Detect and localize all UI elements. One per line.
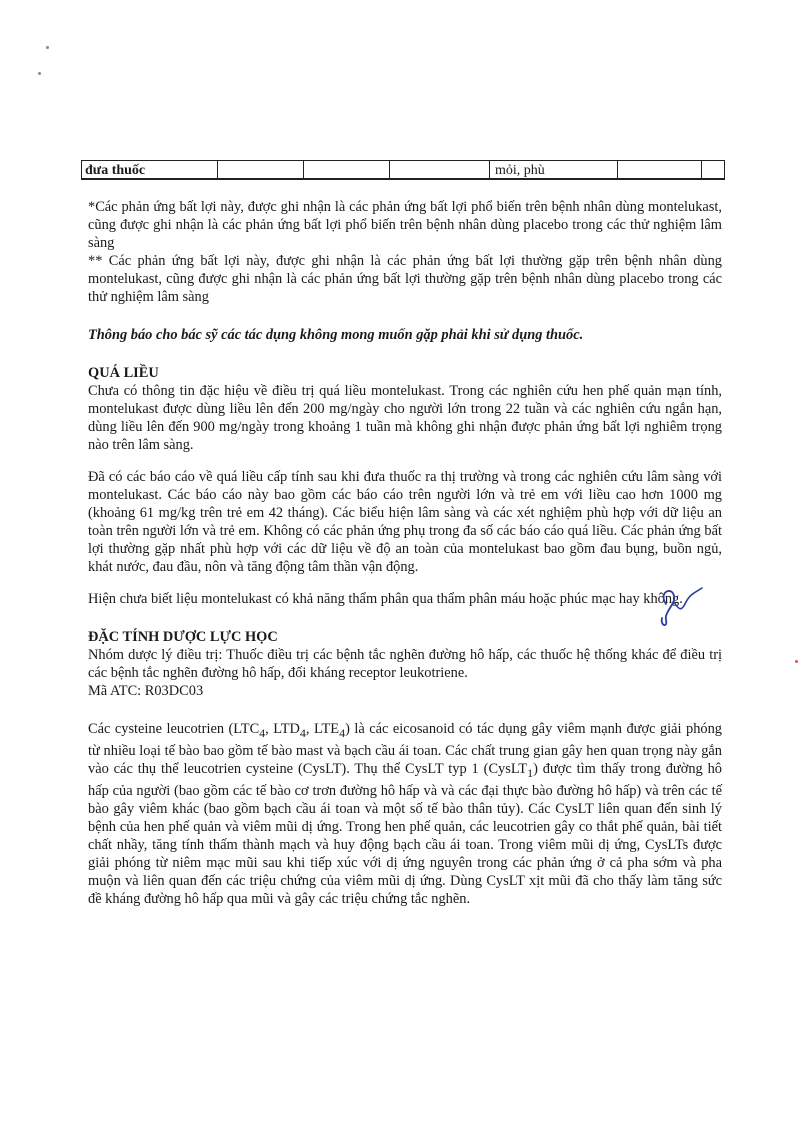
table-cell bbox=[217, 161, 303, 178]
signature-icon bbox=[652, 582, 712, 632]
adverse-reaction-table-row bbox=[81, 160, 725, 180]
document-body bbox=[88, 198, 722, 908]
section-heading-pharmacodynamics: ĐẶC TÍNH DƯỢC LỰC HỌC bbox=[88, 629, 278, 645]
footnote-double-star: ** Các phản ứng bất lợi này, được ghi nhận là các phản ứng bất lợi thường gặp trên bệnh nhân dùng montelukast, cũng được ghi nhận là các phản ứng bất lợi thường gặp trên bệnh nhân dùng placebo trong các thử nghiệm lâm sàng bbox=[88, 253, 722, 305]
adverse-effects-notice: Thông báo cho bác sỹ các tác dụng không mong muốn gặp phải khi sử dụng thuốc. bbox=[88, 327, 584, 343]
atc-code: Mã ATC: R03DC03 bbox=[88, 683, 204, 699]
footnote-single-star: *Các phản ứng bất lợi này, được ghi nhận là các phản ứng bất lợi phổ biến trên bệnh nhân dùng montelukast, cũng được ghi nhận là các phản ứng bất lợi phổ biến trên bệnh nhân dùng placebo trong các thử nghiệm lâm sàng bbox=[88, 199, 722, 251]
table-cell bbox=[701, 161, 726, 178]
table-cell: đưa thuốc bbox=[85, 163, 146, 178]
overdose-paragraph-1: Chưa có thông tin đặc hiệu về điều trị quá liều montelukast. Trong các nghiên cứu hen phế quản mạn tính, montelukast được dùng liều lên đến 200 mg/ngày cho người lớn trong 22 tuần và các nghiên cứu ngắn hạn, dùng liều lên đến 900 mg/ngày trong khoảng 1 tuần mà không ghi nhận được phản ứng bất lợi nghiêm trọng nào trên lâm sàng. bbox=[88, 383, 722, 453]
scan-speck bbox=[38, 72, 41, 75]
pharmacotherapeutic-group: Nhóm dược lý điều trị: Thuốc điều trị các bệnh tắc nghẽn đường hô hấp, các thuốc hệ thống khác để điều trị các bệnh tắc nghẽn đường hô hấp, đối kháng receptor leukotriene. bbox=[88, 647, 722, 681]
mechanism-paragraph: Các cysteine leucotrien ($LTC_4$, $LTD_4$, $LTE_4$) là các eicosanoid có tác dụng gây viêm mạnh được giải phóng từ nhiều loại tế bào bao gồm tế bào mast và bạch cầu ái toan. Các chất trung gian gây hen quan trọng này gắn vào các thụ thể leucotrien cysteine (CysLT). Thụ thể CysLT typ 1 (CysLT$_1$) được tìm thấy trong đường hô hấp của người (bao gồm các tế bào cơ trơn đường hô hấp và và các đại thực bào đường hô hấp) và trên các tế bào gây viêm khác (bao gồm bạch cầu ái toan và một số tế bào thân tủy). Các CysLT liên quan đến sinh lý bệnh của hen phế quản và viêm mũi dị ứng. Trong hen phế quản, các leucotrien gây co thắt phế quản, bài tiết chất nhầy, tăng tính thấm thành mạch và huy động bạch cầu ái toan. Trong viêm mũi dị ứng, CysLTs được giải phóng từ niêm mạc mũi sau khi tiếp xúc với dị ứng nguyên trong các phản ứng ở cả pha sớm và pha muộn và liên quan đến các triệu chứng của viêm mũi dị ứng. Dùng CysLT xịt mũi đã cho thấy làm tăng sức đề kháng đường hô hấp qua mũi và gây các triệu chứng tắc nghẽn. bbox=[88, 721, 722, 907]
table-cell bbox=[389, 161, 489, 178]
overdose-paragraph-3: Hiện chưa biết liệu montelukast có khả năng thẩm phân qua thẩm phân máu hoặc phúc mạc hay không. bbox=[88, 591, 683, 607]
scan-speck bbox=[46, 46, 49, 49]
table-cell: mỏi, phù bbox=[489, 161, 617, 178]
overdose-paragraph-2: Đã có các báo cáo về quá liều cấp tính sau khi đưa thuốc ra thị trường và trong các nghiên cứu lâm sàng với montelukast. Các báo cáo này bao gồm các báo cáo trên người lớn và trẻ em với liều cao hơn 1000 mg (khoảng 61 mg/kg trên trẻ em 42 tháng). Các biểu hiện lâm sàng và các xét nghiệm phù hợp với dữ liệu an toàn trên người lớn và trẻ em. Không có các phản ứng phụ trong đa số các báo cáo quá liều. Các phản ứng bất lợi thường gặp nhất phù hợp với các dữ liệu về độ an toàn của montelukast bao gồm đau bụng, buồn ngủ, khát nước, đau đầu, nôn và tăng động tâm thần vận động. bbox=[88, 469, 722, 575]
table-cell bbox=[303, 161, 389, 178]
section-heading-overdose: QUÁ LIỀU bbox=[88, 365, 159, 381]
scan-speck bbox=[795, 660, 798, 663]
table-cell bbox=[617, 161, 701, 178]
